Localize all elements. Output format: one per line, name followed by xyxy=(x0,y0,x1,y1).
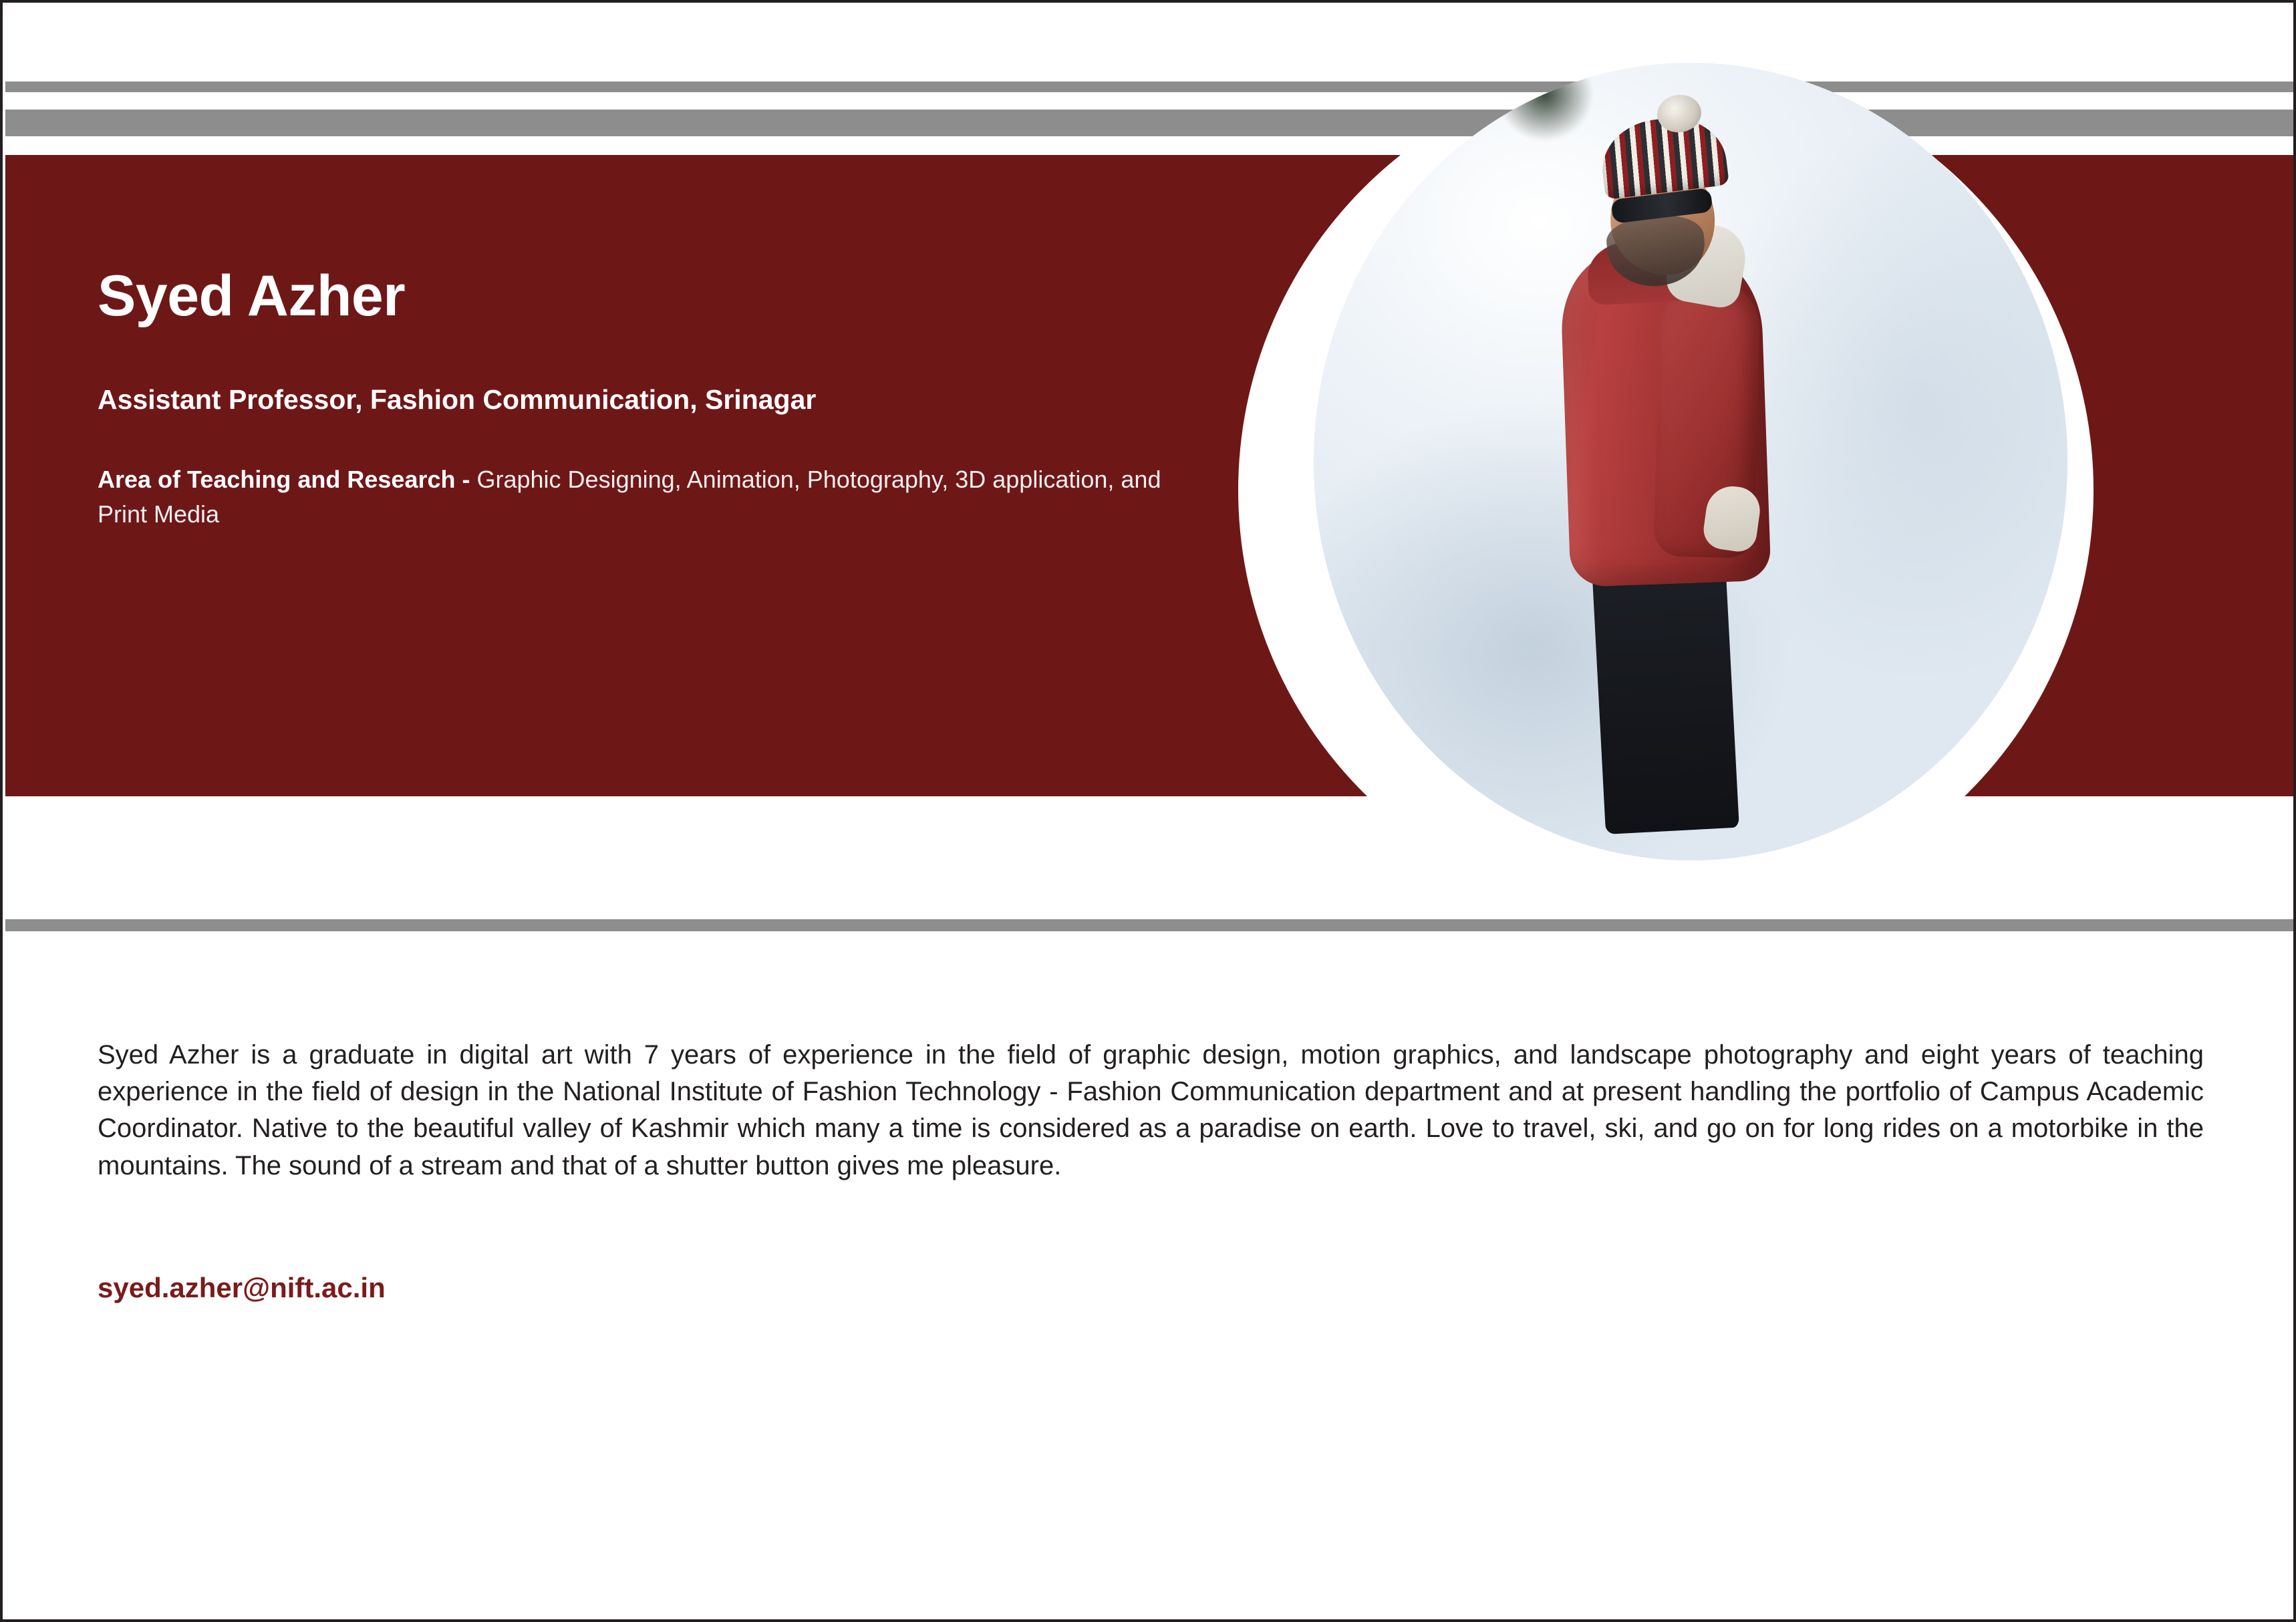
bottom-rule xyxy=(5,919,2296,931)
area-label: Area of Teaching and Research - xyxy=(98,466,477,493)
top-rule-left-thin xyxy=(5,82,1435,92)
top-rule-left-thick xyxy=(5,110,1405,136)
figure-legs xyxy=(1591,547,1739,834)
profile-photo-clip xyxy=(1314,63,2067,860)
email-link[interactable]: syed.azher@nift.ac.in xyxy=(98,1272,386,1303)
person-role: Assistant Professor, Fashion Communication, Srinagar xyxy=(98,384,817,415)
person-figure xyxy=(1526,83,1874,860)
person-name: Syed Azher xyxy=(98,264,406,328)
area-of-teaching-and-research xyxy=(98,462,1193,532)
profile-photo xyxy=(1314,63,2067,860)
biography-text: Syed Azher is a graduate in digital art with 7 years of experience in the field of graphic design, motion graphics, and landscape photography and eight years of teaching experience in the field of design in the National Institute of Fashion Technology - Fashion Communication department and at present handling the portfolio of Campus Academic Coordinator. Native to the beautiful valley of Kashmir which many a time is considered as a paradise on earth. Love to travel, ski, and go on for long rides on a motorbike in the mountains. The sound of a stream and that of a shutter button gives me pleasure. xyxy=(98,1040,2204,1180)
area-value: Graphic Designing, Animation, Photography, 3D application, and Print Media xyxy=(98,466,1161,528)
